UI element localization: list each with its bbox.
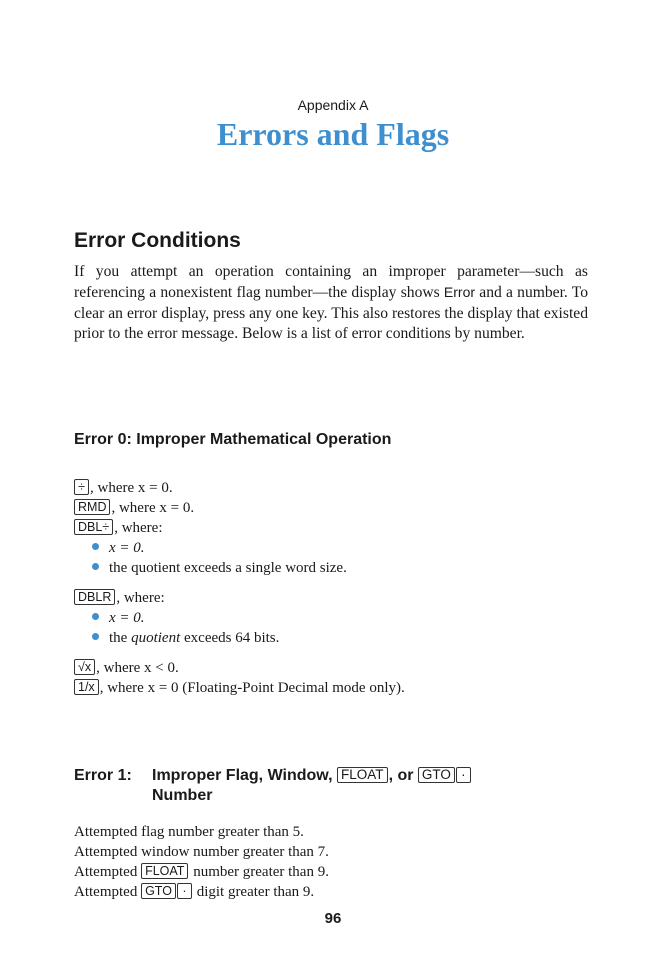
reciprocal-key: 1/x [74,679,99,695]
error0-item-text: , where x < 0. [96,660,179,676]
error0-item-dbldiv [74,518,163,538]
bullet-item [92,538,145,558]
bullet-dot [92,563,99,570]
error0-item-text: , where x = 0. [90,480,173,496]
error1-line-text: digit greater than 9. [192,884,315,900]
decimal-point-key: · [456,767,471,783]
bullet-item [92,608,145,628]
sqrt-key: √x [74,659,95,675]
error1-line-text: Attempted [74,884,142,900]
error0-item-divide [74,478,173,498]
bullet-text: x = 0. [109,540,145,556]
error0-item-text: , where: [114,520,163,536]
error0-item-text: , where: [116,590,165,606]
dblr-key: DBLR [74,589,115,605]
error1-title-line2: Number [152,787,213,804]
intro-text-1: If you attempt an operation containing an improper parameter—such as referencing a nonexistent flag number—the display shows [74,263,588,302]
error1-line-text: Attempted [74,864,142,880]
bullet-item [92,558,347,578]
bullet-text: x = 0. [109,610,145,626]
error0-item-text: , where x = 0. [111,500,195,516]
bullet-text: the [109,630,132,646]
error-word: Error [443,284,476,301]
error1-line: Attempted flag number greater than 5. [74,824,304,840]
chapter-title: Errors and Flags [216,116,450,152]
appendix-label: Appendix A [297,97,369,113]
bullet-dot [92,633,99,640]
bullet-item [92,628,279,648]
dbl-divide-key: DBL÷ [74,519,113,535]
bullet-italic: quotient [131,630,181,646]
gto-key: GTO [141,883,176,899]
intro-text-2: and a number. To clear an error display, press any one key. This also restores the display that existed prior to the error message. Below is a list of error conditions by number. [74,284,588,342]
error1-or: , or [388,767,414,784]
page-number: 96 [324,910,342,927]
bullet-text: exceeds 64 bits. [180,630,280,646]
float-key: FLOAT [141,863,188,879]
gto-key: GTO [418,767,455,783]
error1-line-float [74,862,329,882]
section-title: Error Conditions [74,229,241,252]
error1-line-gto [74,882,314,902]
bullet-text: the quotient exceeds a single word size. [109,560,347,576]
rmd-key: RMD [74,499,110,515]
error0-item-rmd [74,498,194,518]
error0-item-dblr [74,588,165,608]
error0-item-text: , where x = 0 (Floating-Point Decimal mode only). [99,680,405,696]
error0-item-recip [74,678,405,698]
intro-paragraph [74,262,588,344]
bullet-dot [92,613,99,620]
float-key: FLOAT [337,767,388,783]
error1-title [74,767,472,785]
error1-line: Attempted window number greater than 7. [74,844,329,860]
error1-title-text: Improper Flag, Window, [152,767,333,784]
decimal-point-key: · [177,883,192,899]
error1-number: Error 1: [74,767,132,784]
error0-title: Error 0: Improper Mathematical Operation [74,431,392,448]
divide-key: ÷ [74,479,89,495]
bullet-dot [92,543,99,550]
error0-item-sqrt [74,658,179,678]
error1-line-text: number greater than 9. [189,864,329,880]
